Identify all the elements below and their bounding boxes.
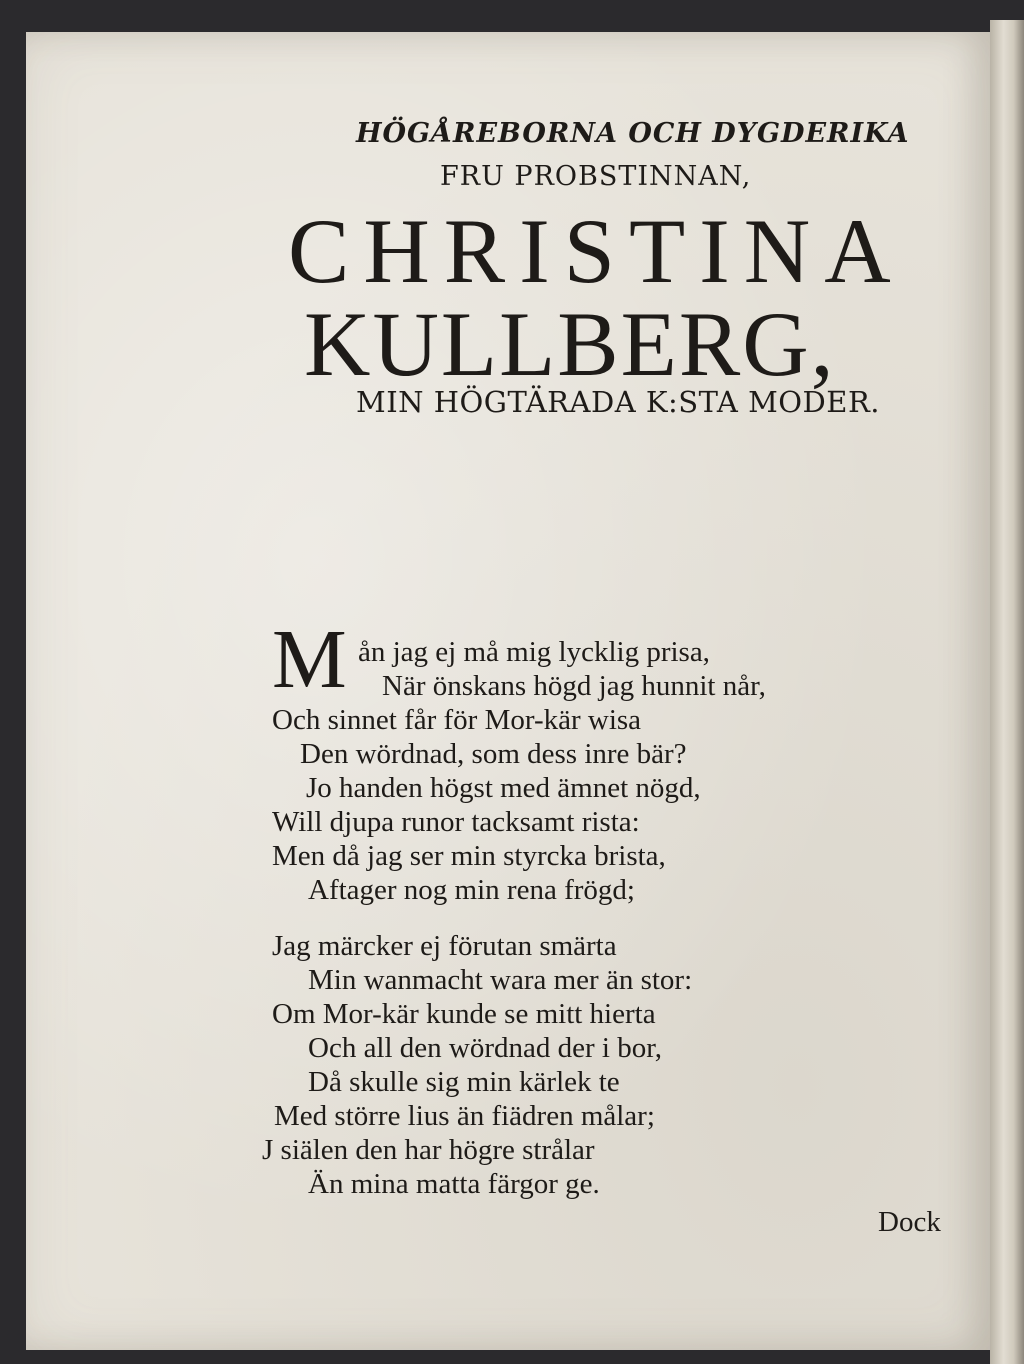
verse-line: Min wanmacht wara mer än stor:	[308, 964, 693, 996]
name-first: CHRISTINA	[288, 200, 905, 302]
verse-line: Den wördnad, som dess inre bär?	[300, 738, 687, 770]
drop-cap: M	[272, 613, 347, 706]
verse-line: Och sinnet får för Mor-kär wisa	[272, 704, 642, 736]
dedication-line: HÖGÅREBORNA OCH DYGDERIKA	[356, 118, 910, 149]
book-page	[26, 32, 990, 1350]
verse-line: Då skulle sig min kärlek te	[308, 1066, 620, 1098]
title-line: FRU PROBSTINNAN,	[440, 161, 752, 192]
verse-line: När önskans högd jag hunnit når,	[382, 670, 766, 702]
book-gutter	[990, 20, 1024, 1364]
verse-line: Aftager nog min rena frögd;	[308, 874, 635, 906]
verse-line: Med större lius än fiädren målar;	[274, 1100, 655, 1132]
relation-line: MIN HÖGTÄRADA K:STA MODER.	[356, 385, 881, 419]
verse-line: J siälen den har högre strålar	[262, 1134, 595, 1166]
verse-line: Jo handen högst med ämnet nögd,	[306, 772, 701, 804]
verse-line: Jag märcker ej förutan smärta	[272, 930, 617, 962]
verse-line: ån jag ej må mig lycklig prisa,	[358, 636, 710, 668]
verse-line: Will djupa runor tacksamt rista:	[272, 806, 640, 838]
verse-line: Men då jag ser min styrcka brista,	[272, 840, 666, 872]
name-last: KULLBERG,	[304, 293, 836, 395]
verse-line: Än mina matta färgor ge.	[308, 1168, 600, 1200]
verse-line: Om Mor-kär kunde se mitt hierta	[272, 998, 656, 1030]
catchword: Dock	[878, 1206, 941, 1238]
verse-line: Och all den wördnad der i bor,	[308, 1032, 662, 1064]
